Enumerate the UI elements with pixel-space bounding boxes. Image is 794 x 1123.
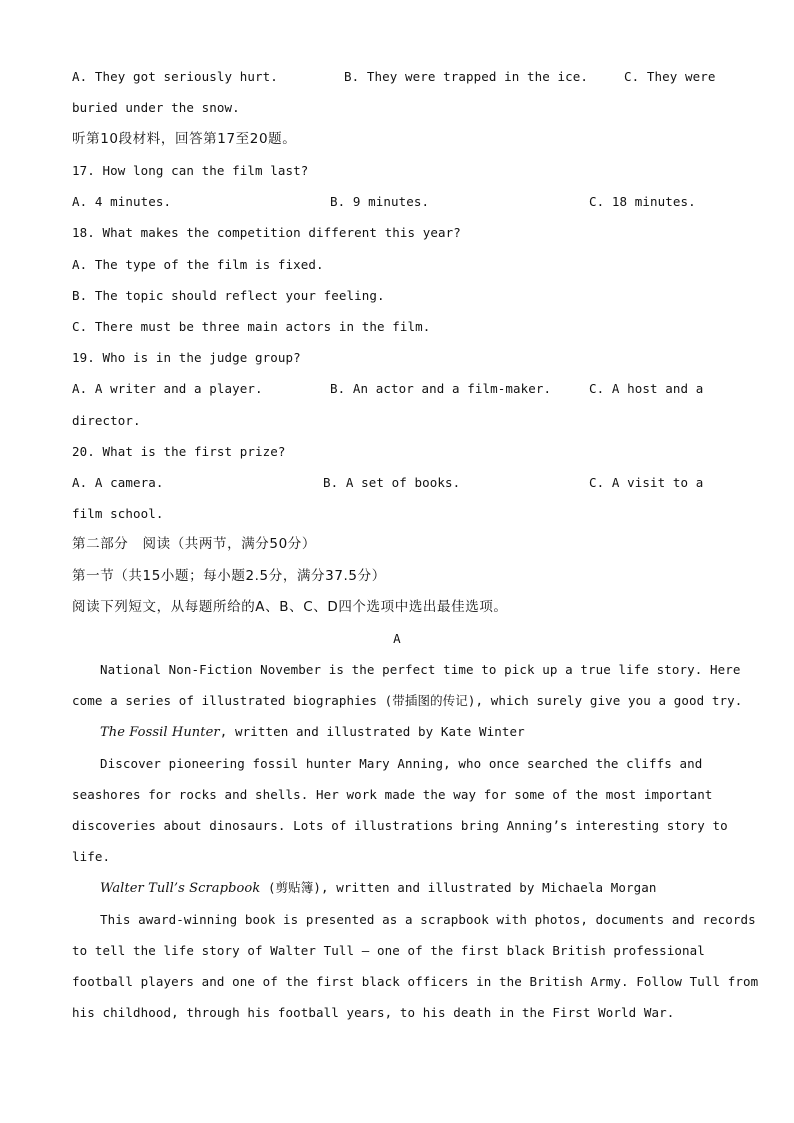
q16-option-c-continued: buried under the snow. (72, 100, 240, 115)
section1-title: 第一节（共15小题；每小题2.5分，满分37.5分） (72, 568, 386, 584)
book2-line1: This award-winning book is presented as a scrapbook with photos, documents and records (100, 912, 756, 927)
q17-option-b: B. 9 minutes. (330, 194, 430, 209)
q17-option-a: A. 4 minutes. (72, 194, 172, 209)
q18-option-b: B. The topic should reflect your feeling. (72, 288, 385, 303)
q20-option-a: A. A camera. (72, 475, 164, 490)
book1-line3: discoveries about dinosaurs. Lots of illustrations bring Anning’s interesting story to (72, 818, 728, 833)
q19-option-b: B. An actor and a film-maker. (330, 381, 552, 396)
q16-option-a: A. They got seriously hurt. (72, 69, 278, 84)
passage-intro-line2: come a series of illustrated biographies (带插图的传记), which surely give you a good try. (72, 693, 743, 708)
passage-intro-line1: National Non-Fiction November is the perfect time to pick up a true life story. Here (100, 662, 741, 677)
q20-option-c: C. A visit to a (589, 475, 704, 490)
q19-question: 19. Who is in the judge group? (72, 350, 301, 365)
q18-option-c: C. There must be three main actors in the film. (72, 319, 431, 334)
q18-question: 18. What makes the competition different this year? (72, 225, 461, 240)
q20-question: 20. What is the first prize? (72, 444, 286, 459)
book1-heading (100, 724, 525, 741)
q16-option-c: C. They were (624, 69, 716, 84)
book2-line4: his childhood, through his football years, to his death in the First World War. (72, 1005, 675, 1020)
q19-option-a: A. A writer and a player. (72, 381, 263, 396)
passage-label: A (393, 631, 401, 646)
book1-line1: Discover pioneering fossil hunter Mary Anning, who once searched the cliffs and (100, 756, 703, 771)
book2-line2: to tell the life story of Walter Tull — one of the first black British professional (72, 943, 705, 958)
book1-title: The Fossil Hunter (100, 725, 220, 740)
book2-line3: football players and one of the first black officers in the British Army. Follow Tull from (72, 974, 759, 989)
book1-line4: life. (72, 849, 111, 864)
reading-instruction: 阅读下列短文，从每题所给的A、B、C、D四个选项中选出最佳选项。 (72, 599, 508, 615)
book2-heading (100, 880, 657, 897)
part2-title: 第二部分 阅读（共两节，满分50分） (72, 536, 316, 552)
section10-instruction: 听第10段材料，回答第17至20题。 (72, 131, 297, 147)
book1-byline: , written and illustrated by Kate Winter (219, 724, 525, 739)
book2-title: Walter Tull’s Scrapbook (100, 881, 261, 896)
q18-option-a: A. The type of the film is fixed. (72, 257, 324, 272)
book2-byline: (剪贴簿), written and illustrated by Michaela Morgan (260, 880, 657, 895)
q20-option-b: B. A set of books. (323, 475, 461, 490)
q20-option-c-continued: film school. (72, 506, 164, 521)
q17-option-c: C. 18 minutes. (589, 194, 696, 209)
q19-option-c-continued: director. (72, 413, 141, 428)
book1-line2: seashores for rocks and shells. Her work made the way for some of the most important (72, 787, 713, 802)
q17-question: 17. How long can the film last? (72, 163, 309, 178)
q19-option-c: C. A host and a (589, 381, 704, 396)
q16-option-b: B. They were trapped in the ice. (344, 69, 589, 84)
